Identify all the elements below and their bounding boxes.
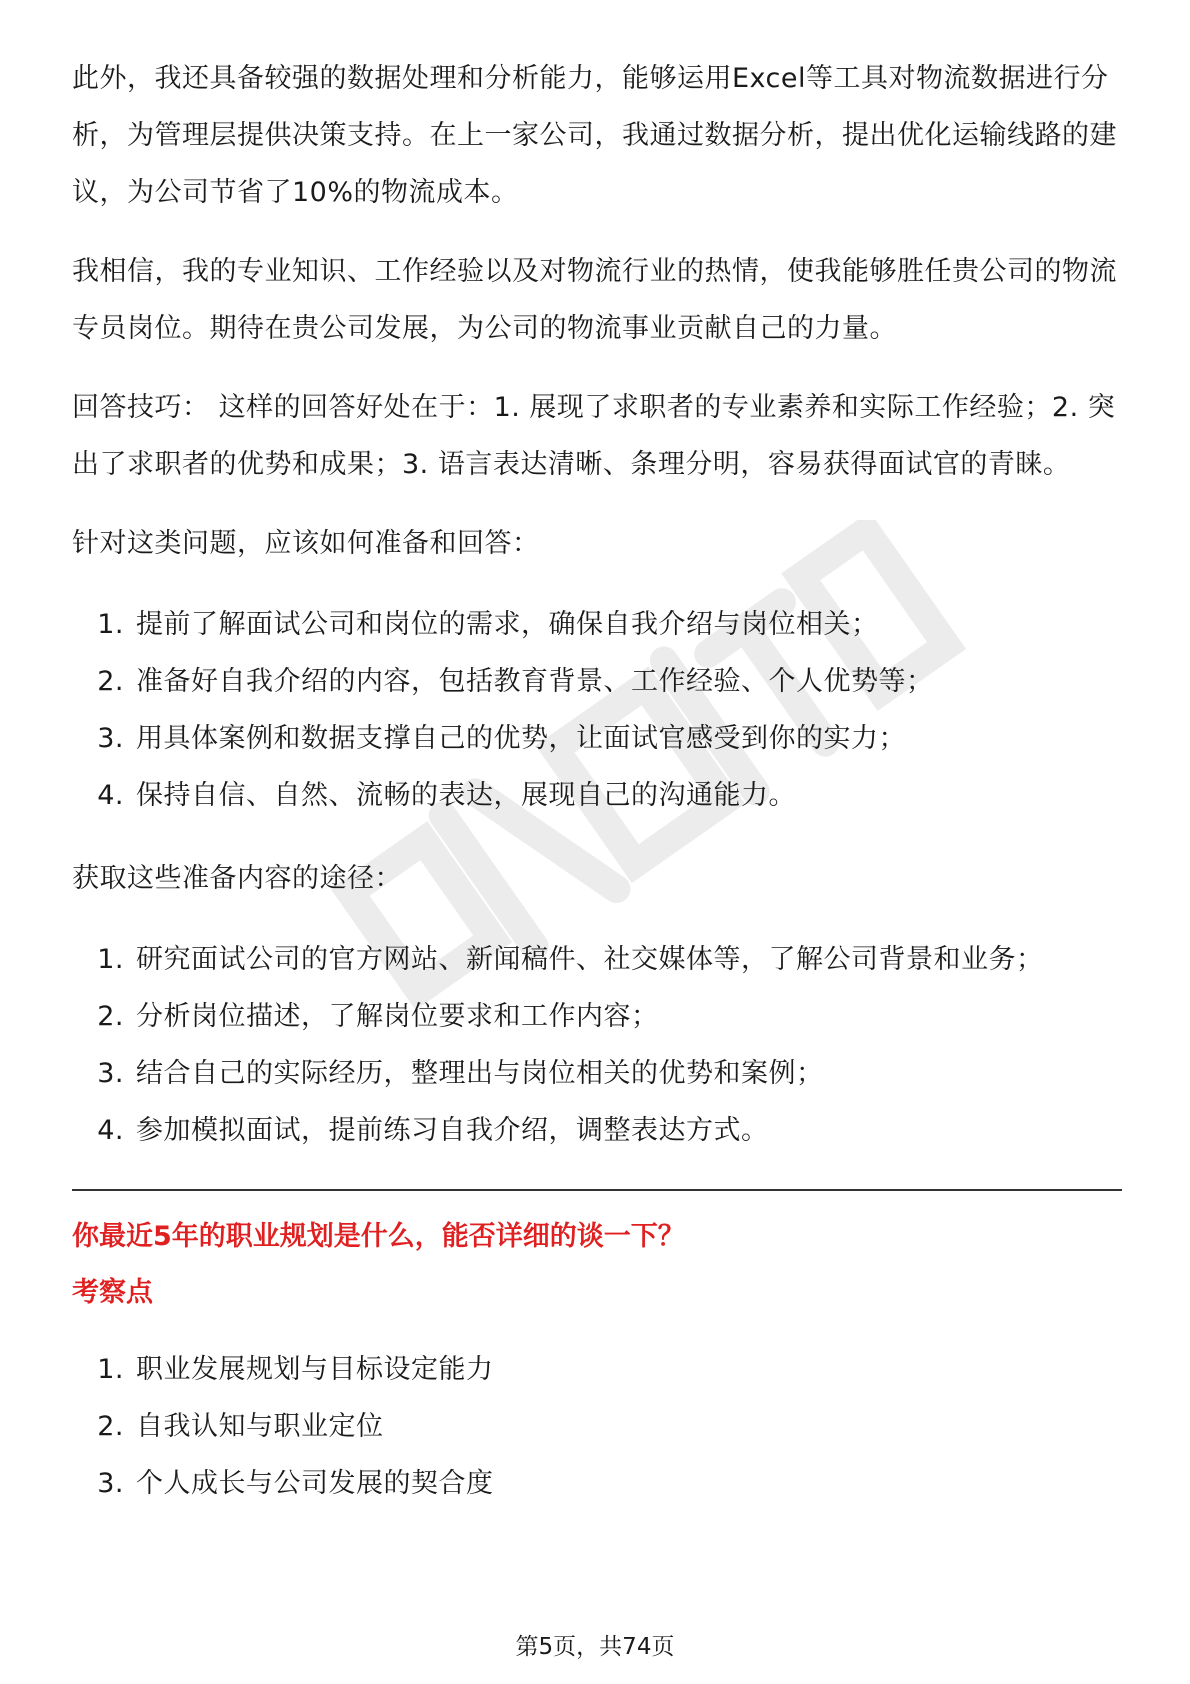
- prepare-heading: 针对这类问题，应该如何准备和回答：: [72, 528, 540, 559]
- page-number: 第5页，共74页: [515, 1634, 675, 1660]
- list-item: 4. 参加模拟面试，提前练习自我介绍，调整表达方式。: [97, 1115, 769, 1146]
- list-item: 1. 提前了解面试公司和岗位的需求，确保自我介绍与岗位相关；: [97, 609, 879, 640]
- assessment-points-list: [72, 1341, 1122, 1512]
- list-item: 3. 用具体案例和数据支撑自己的优势，让面试官感受到你的实力；: [97, 723, 906, 754]
- list-item: 1. 研究面试公司的官方网站、新闻稿件、社交媒体等，了解公司背景和业务；: [97, 944, 1044, 975]
- list-item: 3. 个人成长与公司发展的契合度: [97, 1468, 494, 1499]
- paragraph-data-analysis: 此外，我还具备较强的数据处理和分析能力，能够运用Excel等工具对物流数据进行分析，为管理层提供决策支持。在上一家公司，我通过数据分析，提出优化运输线路的建议，为公司节省了10%的物流成本。: [72, 63, 1117, 208]
- list-item: 4. 保持自信、自然、流畅的表达，展现自己的沟通能力。: [97, 780, 796, 811]
- list-item: 3. 结合自己的实际经历，整理出与岗位相关的优势和案例；: [97, 1058, 824, 1089]
- sources-list: [72, 931, 1122, 1159]
- section-divider: [72, 1189, 1122, 1191]
- question-subheading: 考察点: [72, 1277, 153, 1308]
- prepare-list: [72, 596, 1122, 824]
- paragraph-conclusion: 我相信，我的专业知识、工作经验以及对物流行业的热情，使我能够胜任贵公司的物流专员岗位。期待在贵公司发展，为公司的物流事业贡献自己的力量。: [72, 256, 1117, 344]
- sources-heading: 获取这些准备内容的途径：: [72, 863, 402, 894]
- list-item: 1. 职业发展规划与目标设定能力: [97, 1354, 494, 1385]
- document-page: [72, 50, 1122, 1538]
- paragraph-answer-tips: 回答技巧： 这样的回答好处在于：1. 展现了求职者的专业素养和实际工作经验；2. 突出了求职者的优势和成果；3. 语言表达清晰、条理分明，容易获得面试官的青睐。: [72, 392, 1116, 480]
- list-item: 2. 分析岗位描述，了解岗位要求和工作内容；: [97, 1001, 659, 1032]
- list-item: 2. 自我认知与职业定位: [97, 1411, 384, 1442]
- list-item: 2. 准备好自我介绍的内容，包括教育背景、工作经验、个人优势等；: [97, 666, 934, 697]
- question-title: 你最近5年的职业规划是什么，能否详细的谈一下？: [72, 1221, 685, 1252]
